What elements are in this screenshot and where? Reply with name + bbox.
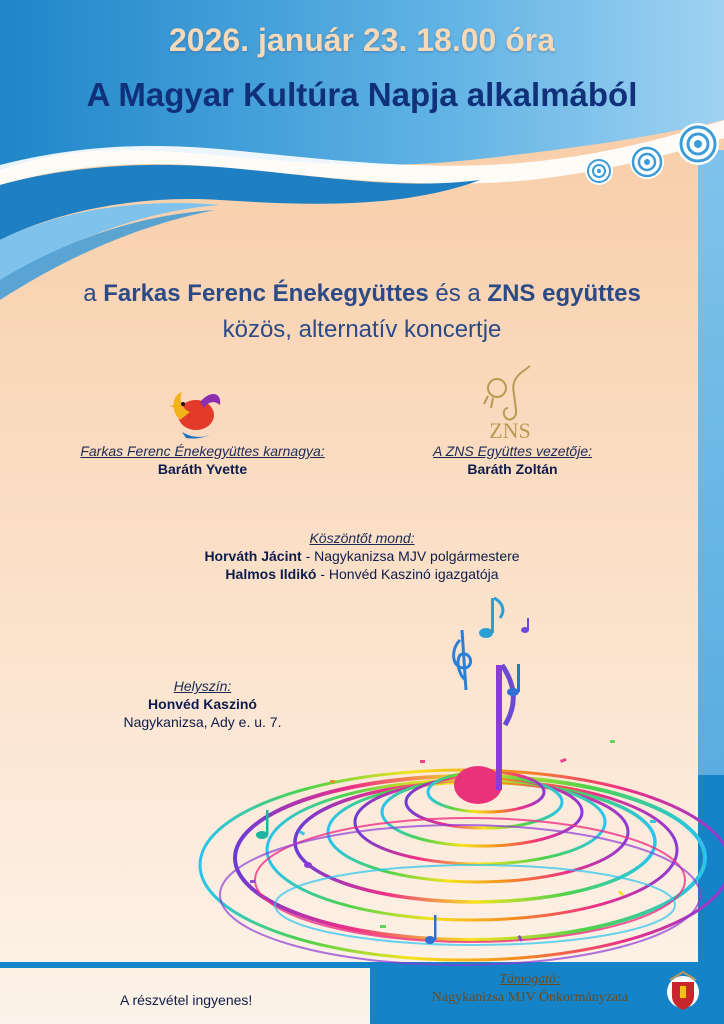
saxophone-logo-icon: [484, 366, 530, 420]
left-leader-block: [60, 443, 345, 477]
speaker-title: - Honvéd Kaszinó igazgatója: [316, 566, 499, 582]
speaker-row: [0, 548, 724, 564]
greetings-label: Köszöntőt mond:: [309, 530, 415, 546]
left-leader-role: Farkas Ferenc Énekegyüttes karnagya:: [80, 443, 325, 459]
free-admission-note: A részvétel ingyenes!: [120, 992, 253, 1008]
small-music-notes: [479, 598, 529, 696]
right-leader-role: A ZNS Együttes vezetője:: [433, 443, 592, 459]
sponsor-name: Nagykanizsa MJV Önkormányzata: [431, 990, 629, 1005]
zns-logo-text: ZNS: [489, 418, 531, 443]
event-date: 2026. január 23. 18.00 óra: [168, 22, 556, 58]
treble-clef-icon: [454, 630, 471, 690]
headline-line-2: közös, alternatív koncertje: [222, 316, 502, 343]
headline-line-1: [0, 280, 724, 308]
sponsor-block: [380, 972, 680, 1006]
headline-ensemble-1: Farkas Ferenc Énekegyüttes: [103, 280, 429, 307]
bottom-bar-line: [0, 962, 724, 968]
speaker-name: Horváth Jácint: [204, 548, 302, 564]
main-title: A Magyar Kultúra Napja alkalmából: [86, 76, 638, 113]
bird-logo-icon: [170, 392, 220, 439]
left-leader-name: Baráth Yvette: [157, 461, 248, 477]
venue-name: Honvéd Kaszinó: [148, 696, 257, 712]
greetings-block: [0, 530, 724, 582]
speaker-title: - Nagykanizsa MJV polgármestere: [301, 548, 520, 564]
venue-block: [90, 678, 315, 730]
headline-pre: a: [83, 280, 104, 307]
headline-ensemble-2: ZNS együttes: [487, 280, 641, 307]
speaker-row: [0, 566, 724, 582]
speaker-name: Halmos Ildikó: [225, 566, 317, 582]
sponsor-label: Támogató:: [499, 972, 561, 987]
venue-label: Helyszín:: [173, 678, 232, 694]
headline-mid: és a: [428, 280, 488, 307]
rainbow-swirl: [200, 770, 724, 965]
right-leader-block: [400, 443, 625, 477]
right-leader-name: Baráth Zoltán: [467, 461, 558, 477]
venue-address: Nagykanizsa, Ady e. u. 7.: [123, 714, 282, 730]
